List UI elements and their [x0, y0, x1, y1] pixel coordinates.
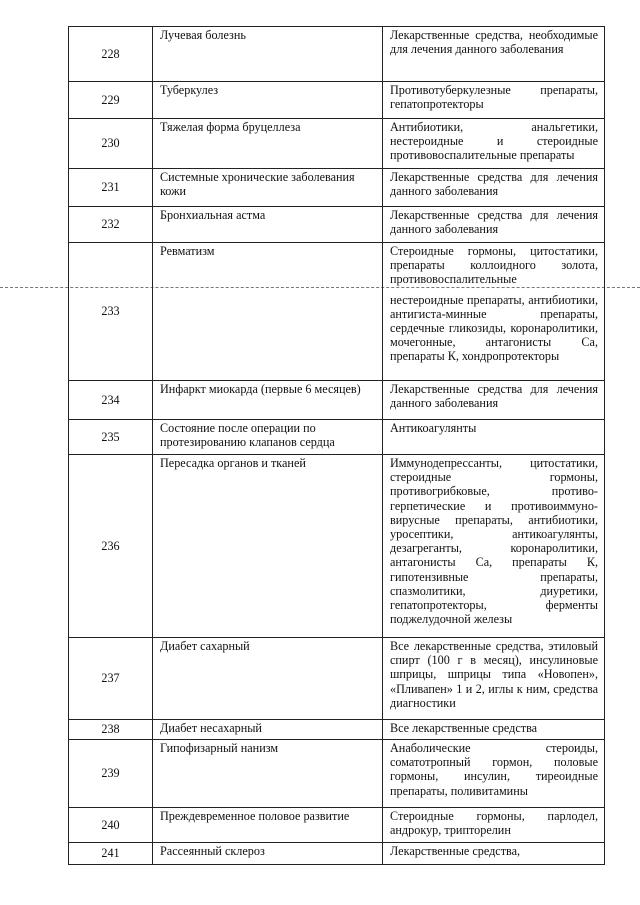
disease-name: Системные хронические заболевания кожи	[153, 169, 383, 207]
row-number: 228	[69, 27, 153, 82]
medications: Лекарственные средства для лечения данного заболевания	[383, 207, 605, 243]
row-number: 231	[69, 169, 153, 207]
row-number: 238	[69, 720, 153, 740]
table-row	[69, 843, 605, 865]
row-number: 232	[69, 207, 153, 243]
table-row	[69, 169, 605, 207]
medications: Лекарственные средства, необходимые для лечения данного заболевания	[383, 27, 605, 82]
disease-name: Ревматизм	[153, 243, 383, 381]
disease-name: Бронхиальная астма	[153, 207, 383, 243]
disease-medication-table	[68, 26, 605, 865]
medications-text: Стероидные гормоны, цитостатики, препараты коллоидного золота, противовоспалительные	[390, 244, 598, 287]
disease-name: Гипофизарный нанизм	[153, 740, 383, 808]
table-row	[69, 207, 605, 243]
medications: Лекарственные средства,	[383, 843, 605, 865]
disease-name: Рассеянный склероз	[153, 843, 383, 865]
row-number: 233	[69, 243, 153, 381]
disease-name: Инфаркт миокарда (первые 6 месяцев)	[153, 381, 383, 420]
medications-text-continued: нестероидные препараты, антибиотики, антигиста-минные препараты, сердечные гликозиды, коронаролитики, мочегонные, антагонисты Са, препараты К, хондропротекторы	[390, 292, 598, 364]
disease-name: Туберкулез	[153, 82, 383, 119]
disease-name: Лучевая болезнь	[153, 27, 383, 82]
row-number: 230	[69, 119, 153, 169]
table-row	[69, 455, 605, 638]
table-row	[69, 27, 605, 82]
medications: Антикоагулянты	[383, 420, 605, 455]
table-row	[69, 720, 605, 740]
medications: Противотуберкулезные препараты, гепатопротекторы	[383, 82, 605, 119]
disease-name: Преждевременное половое развитие	[153, 808, 383, 843]
row-number: 241	[69, 843, 153, 865]
medications	[383, 243, 605, 381]
disease-name: Диабет сахарный	[153, 638, 383, 720]
table-row	[69, 381, 605, 420]
medications: Анаболические стероиды, соматотропный гормон, половые гормоны, инсулин, тиреоидные препараты, поливитамины	[383, 740, 605, 808]
medications: Стероидные гормоны, парлодел, андрокур, трипторелин	[383, 808, 605, 843]
disease-name: Пересадка органов и тканей	[153, 455, 383, 638]
disease-name: Тяжелая форма бруцеллеза	[153, 119, 383, 169]
row-number: 240	[69, 808, 153, 843]
medications: Лекарственные средства для лечения данного заболевания	[383, 169, 605, 207]
table-row	[69, 243, 605, 381]
table-row	[69, 740, 605, 808]
disease-name: Состояние после операции по протезированию клапанов сердца	[153, 420, 383, 455]
medications: Антибиотики, анальгетики, нестероидные и стероидные противовоспалительные препараты	[383, 119, 605, 169]
row-number: 234	[69, 381, 153, 420]
disease-name: Диабет несахарный	[153, 720, 383, 740]
row-number: 236	[69, 455, 153, 638]
row-number: 237	[69, 638, 153, 720]
medications: Все лекарственные средства	[383, 720, 605, 740]
medications: Лекарственные средства для лечения данного заболевания	[383, 381, 605, 420]
table-row	[69, 420, 605, 455]
table-row	[69, 119, 605, 169]
row-number: 235	[69, 420, 153, 455]
medications: Иммунодепрессанты, цитостатики, стероидные гормоны, противогрибковые, противо-герпетические и противоиммуно-вирусные препараты, антибиотики, уросептики, антикоагулянты, дезагреганты, коронаролитики, антагонисты Са, препараты К, гипотензивные препараты, спазмолитики, диуретики, гепатопротекторы, ферменты поджелудочной железы	[383, 455, 605, 638]
table-row	[69, 638, 605, 720]
row-number: 229	[69, 82, 153, 119]
table-row	[69, 808, 605, 843]
row-number: 239	[69, 740, 153, 808]
medications: Все лекарственные средства, этиловый спирт (100 г в месяц), инсулиновые шприцы, шприцы типа «Новопен», «Пливапен» 1 и 2, иглы к ним, средства диагностики	[383, 638, 605, 720]
table-row	[69, 82, 605, 119]
